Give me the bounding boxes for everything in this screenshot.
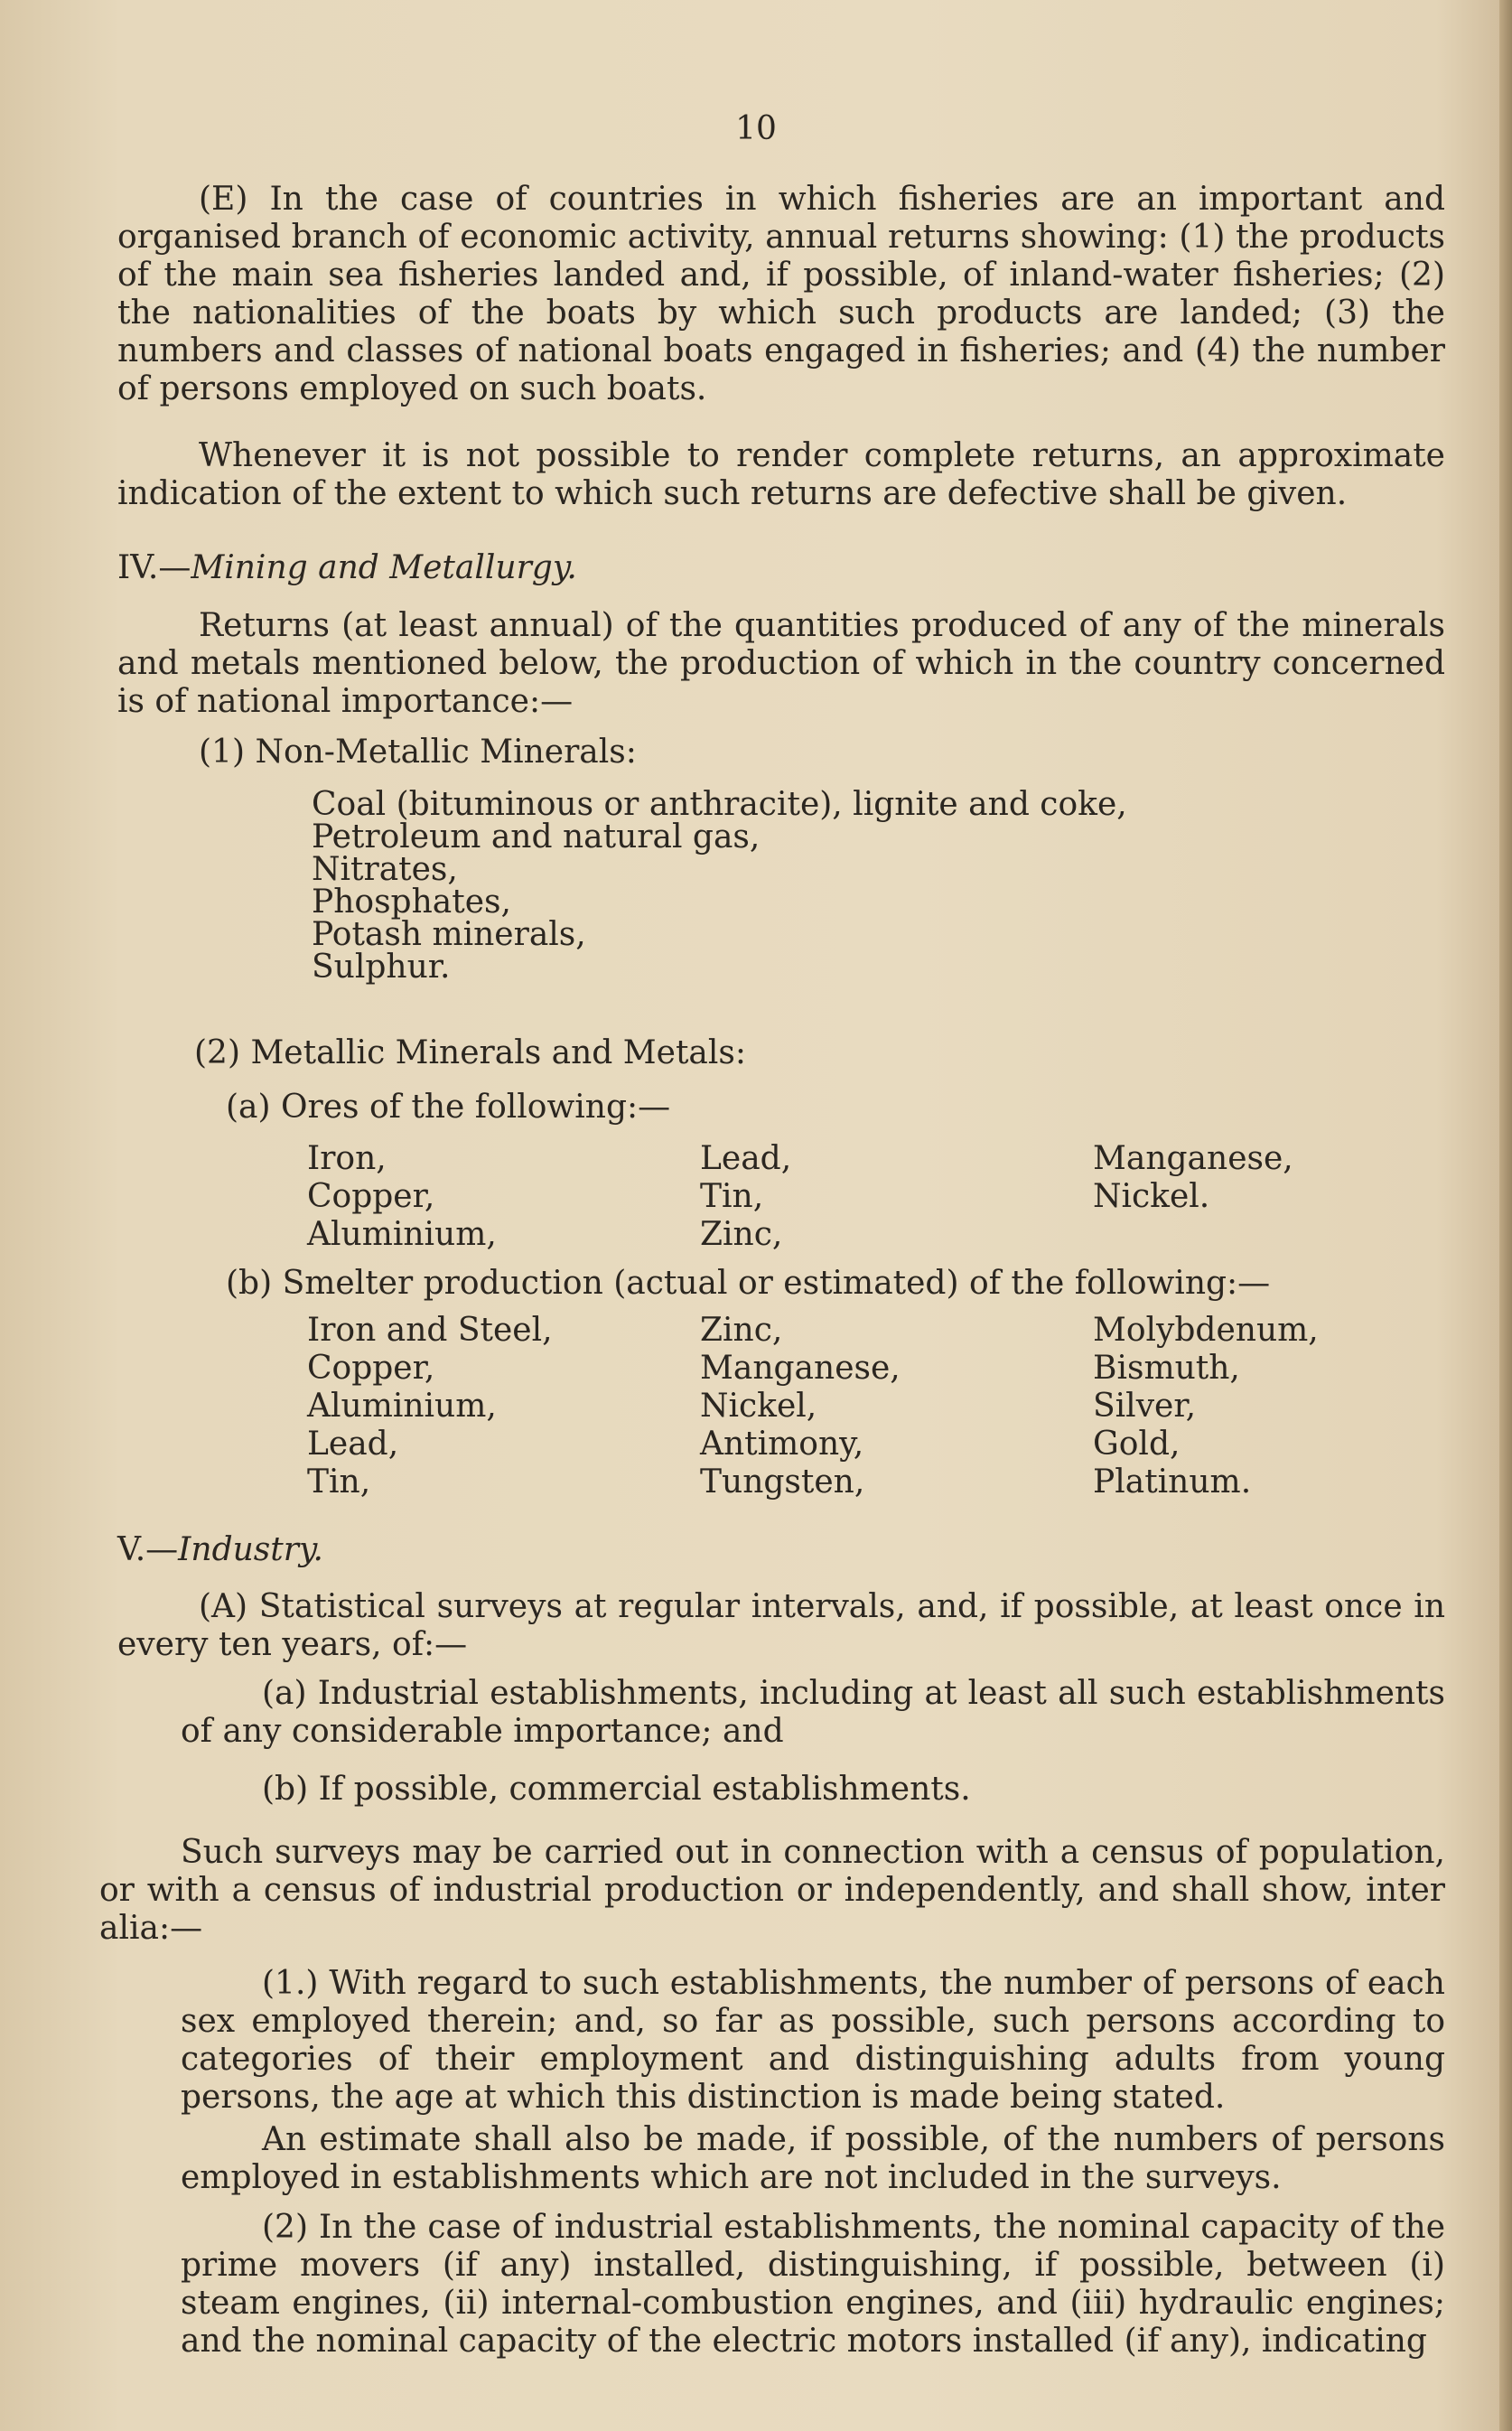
paragraph-A: (A) Statistical surveys at regular intervals, and, if possible, at least once in every ten years, of:— [117, 1588, 1445, 1663]
list-item: Potash minerals, [312, 916, 586, 953]
paragraph-a-block [181, 1675, 1445, 1751]
ores-table [307, 1140, 1373, 1254]
smelter-item: Aluminium, [307, 1388, 497, 1425]
section-V-title: Industry. [178, 1531, 323, 1568]
paragraph-b: (b) If possible, commercial establishments. [262, 1771, 971, 1808]
list-item: Phosphates, [312, 884, 511, 921]
ore-item: Iron, [307, 1140, 387, 1177]
paragraph-A-block [117, 1588, 1445, 1664]
section-IV-number: IV.— [117, 549, 191, 586]
paragraph-whenever: Whenever it is not possible to render complete returns, an approximate indication of the extent to which such returns are defective shall be given. [117, 437, 1445, 512]
ore-item: Tin, [700, 1178, 764, 1215]
smelter-table [307, 1312, 1373, 1501]
paragraph-E-block [117, 181, 1445, 408]
paragraph-such: Such surveys may be carried out in connection with a census of population, or with a census of industrial production or independently, and shall show, inter alia:— [99, 1834, 1445, 1947]
paragraph-returns: Returns (at least annual) of the quantities produced of any of the minerals and metals mentioned below, the production of which in the country concerned is of national importance:— [117, 607, 1445, 720]
paragraph-such-block [99, 1834, 1445, 1948]
smelter-item: Copper, [307, 1350, 435, 1387]
paragraph-a: (a) Industrial establishments, including at least all such establishments of any considerable importance; and [181, 1675, 1445, 1750]
section-V-heading [117, 1531, 1445, 1569]
paragraph-2-block [181, 2209, 1445, 2361]
page-number: 10 [735, 110, 777, 147]
list-item: Nitrates, [312, 851, 458, 888]
paragraph-estimate-block [181, 2121, 1445, 2197]
smelter-item: Iron and Steel, [307, 1312, 553, 1349]
smelter-item: Tin, [307, 1463, 371, 1501]
paragraph-b-block [181, 1771, 1445, 1809]
smelter-item: Nickel, [700, 1388, 817, 1425]
list-item: Coal (bituminous or anthracite), lignite and coke, [312, 786, 1127, 823]
paragraph-2: (2) In the case of industrial establishments, the nominal capacity of the prime movers (if any) installed, distinguishing, if possible, between (i) steam engines, (ii) internal-combustion engines, and (iii) hydraulic engines; and the nominal capacity of the electric motors installed (if any), indicating [181, 2209, 1445, 2360]
smelter-item: Platinum. [1093, 1463, 1252, 1501]
paragraph-E: (E) In the case of countries in which fisheries are an important and organised branch of economic activity, annual returns showing: (1) the products of the main sea fisheries landed and, if possible, of inland-water fisheries; (2) the nationalities of the boats by which such products are landed; (3) the numbers and classes of national boats engaged in fisheries; and (4) the number of persons employed on such boats. [117, 181, 1445, 407]
ore-item: Zinc, [700, 1216, 783, 1253]
smelter-item: Silver, [1093, 1388, 1197, 1425]
paragraph-1: (1.) With regard to such establishments, the number of persons of each sex employed therein; and, so far as possible, such persons according to categories of their employment and distinguishing adults from young persons, the age at which this distinction is made being stated. [181, 1965, 1445, 2116]
smelter-item: Manganese, [700, 1350, 901, 1387]
list-item: Petroleum and natural gas, [312, 818, 761, 856]
smelter-item: Antimony, [700, 1426, 864, 1463]
paragraph-whenever-block [117, 437, 1445, 513]
paragraph-returns-block [117, 607, 1445, 721]
smelter-heading: (b) Smelter production (actual or estimated) of the following:— [226, 1265, 1271, 1302]
smelter-item: Lead, [307, 1426, 399, 1463]
ore-item [1093, 1216, 1373, 1254]
ore-item: Aluminium, [307, 1216, 497, 1253]
list-item: Sulphur. [312, 949, 451, 986]
section-V-number: V.— [117, 1531, 179, 1568]
non-metallic-heading: (1) Non-Metallic Minerals: [199, 734, 637, 771]
section-IV-heading [117, 549, 1445, 587]
non-metallic-list [312, 786, 1127, 986]
paragraph-estimate: An estimate shall also be made, if possible, of the numbers of persons employed in establishments which are not included in the surveys. [181, 2121, 1445, 2196]
smelter-item: Molybdenum, [1093, 1312, 1319, 1349]
ore-item: Lead, [700, 1140, 792, 1177]
smelter-item: Zinc, [700, 1312, 783, 1349]
smelter-item: Gold, [1093, 1426, 1181, 1463]
smelter-item: Tungsten, [700, 1463, 865, 1501]
paragraph-1-block [181, 1965, 1445, 2117]
section-IV-title: Mining and Metallurgy. [191, 549, 577, 586]
metallic-heading: (2) Metallic Minerals and Metals: [194, 1034, 746, 1071]
ore-item: Copper, [307, 1178, 435, 1215]
ore-item: Manganese, [1093, 1140, 1293, 1177]
ores-heading: (a) Ores of the following:— [226, 1089, 671, 1126]
smelter-item: Bismuth, [1093, 1350, 1240, 1387]
ore-item: Nickel. [1093, 1178, 1210, 1215]
page-edge [1499, 0, 1512, 2431]
